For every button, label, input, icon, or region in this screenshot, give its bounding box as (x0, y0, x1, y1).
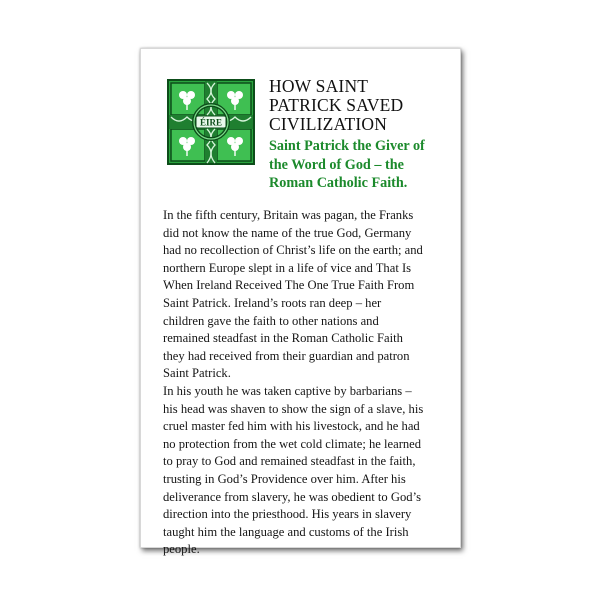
subtitle-line: the Word of God – the (269, 156, 404, 173)
title-line: CIVILIZATION (269, 114, 388, 134)
card-title (269, 77, 459, 134)
text-line: trusting in God’s Providence over him. After his (163, 471, 406, 486)
prayer-card (140, 48, 461, 557)
paragraph-1 (163, 207, 453, 383)
text-line: When Ireland Received The One True Faith From (163, 278, 415, 293)
celtic-cross-emblem (167, 79, 255, 165)
text-line: Saint Patrick. (163, 366, 231, 381)
text-line: Saint Patrick. Ireland’s roots ran deep – her (163, 295, 382, 310)
text-line: had no recollection of Christ’s life on the earth; and (163, 243, 423, 258)
emblem-text: ÉIRE (199, 117, 223, 128)
card-heading (269, 77, 459, 193)
text-line: to pray to God and remained steadfast in the faith, (163, 454, 416, 469)
subtitle-line: Saint Patrick the Giver of (269, 138, 425, 154)
text-line: taught him the language and customs of the Irish (163, 524, 409, 539)
text-line: In his youth he was taken captive by barbarians – (163, 383, 412, 398)
text-line: did not know the name of the true God, Germany (163, 225, 412, 240)
subtitle-line: Roman Catholic Faith. (269, 175, 408, 191)
paragraph-2 (163, 383, 453, 559)
text-line: northern Europe slept in a life of vice and That Is (163, 260, 412, 275)
text-line: no protection from the wet cold climate; he learned (163, 436, 422, 451)
text-line: In the fifth century, Britain was pagan, the Franks (163, 208, 414, 222)
text-line: they had received from their guardian and patron (163, 348, 410, 363)
text-line: deliverance from slavery, he was obedient to God’s (163, 489, 421, 504)
text-line: people. (163, 542, 200, 557)
text-line: children gave the faith to other nations and (163, 313, 379, 328)
card-body (163, 207, 453, 559)
text-line: his head was shaven to show the sign of a slave, his (163, 401, 424, 416)
text-line: direction into the priesthood. His years in slavery (163, 507, 412, 522)
text-line: cruel master fed him with his livestock, and he had (163, 419, 420, 434)
card-subtitle (269, 137, 459, 193)
text-line: remained steadfast in the Roman Catholic Faith (163, 331, 403, 346)
title-line: HOW SAINT (269, 76, 369, 96)
title-line: PATRICK SAVED (269, 95, 404, 115)
